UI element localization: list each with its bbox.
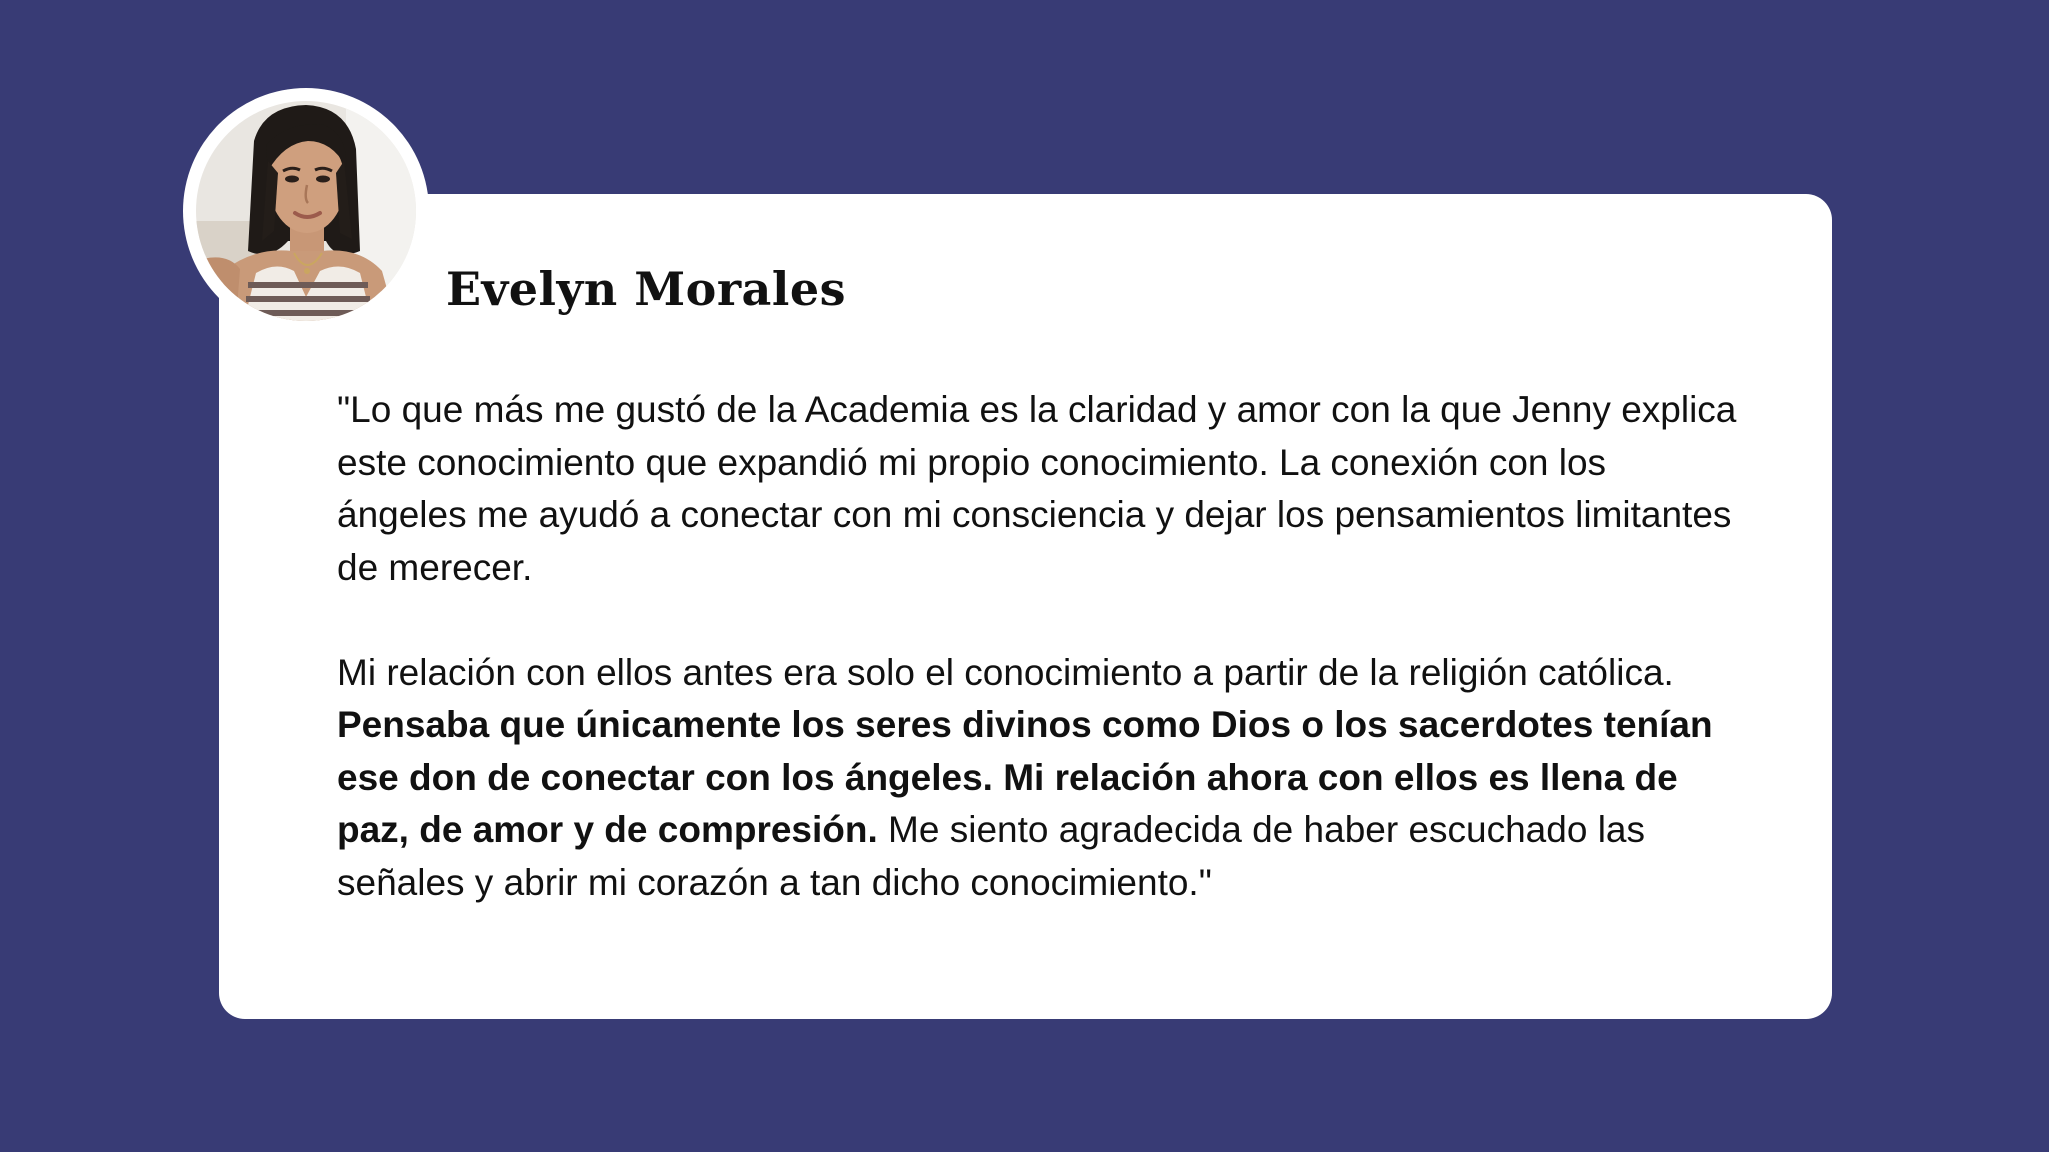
quote-paragraph-2 — [337, 647, 1737, 910]
testimonial-quote — [337, 384, 1737, 909]
quote-text: Me siento agradecida de haber escuchado las señales y abrir mi corazón a tan dicho conocimiento." — [337, 809, 1645, 903]
quote-paragraph-1: "Lo que más me gustó de la Academia es la claridad y amor con la que Jenny explica este conocimiento que expandió mi propio conocimiento. La conexión con los ángeles me ayudó a conectar con mi consciencia y dejar los pensamientos limitantes de merecer. — [337, 389, 1737, 588]
avatar — [183, 88, 429, 334]
avatar-photo-icon — [196, 101, 416, 321]
quote-text: Mi relación con ellos antes era solo el conocimiento a partir de la religión católica. — [337, 651, 1674, 693]
author-name: Evelyn Morales — [446, 262, 846, 316]
quote-bold-text: Pensaba que únicamente los seres divinos como Dios o los sacerdotes tenían ese don de conectar con los ángeles. Mi relación ahora con ellos es llena de paz, de amor y de compresión. — [337, 704, 1713, 850]
